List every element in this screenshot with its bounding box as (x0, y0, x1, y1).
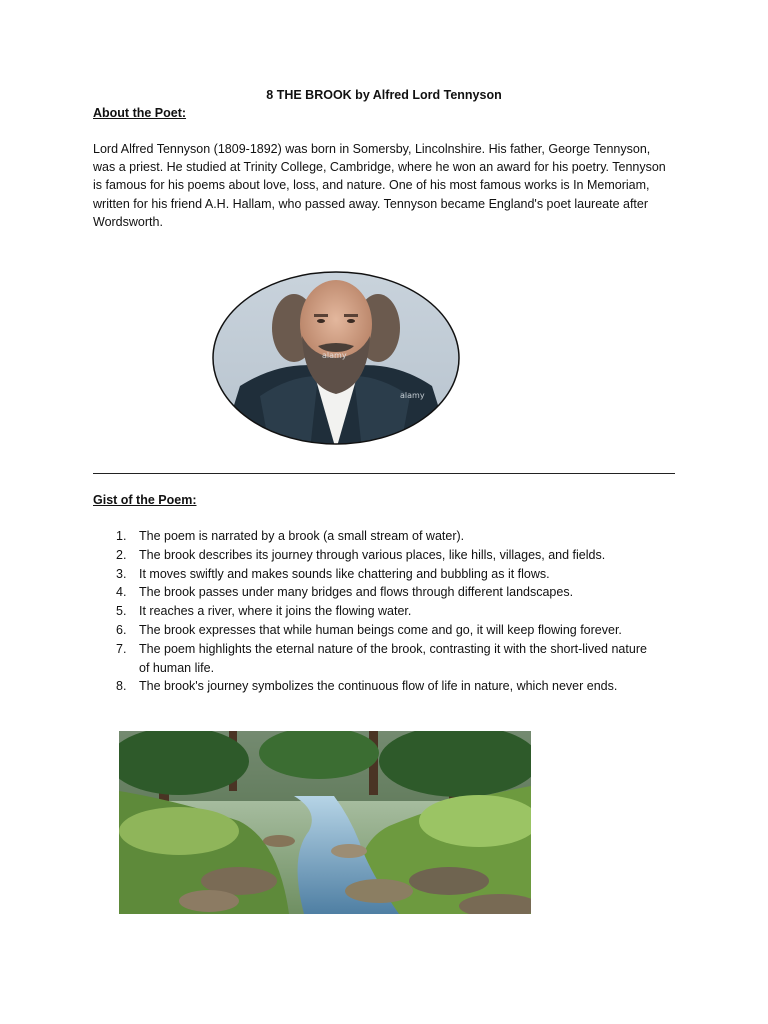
list-item-text: It moves swiftly and makes sounds like chattering and bubbling as it flows. (139, 566, 550, 581)
gist-heading: Gist of the Poem: (93, 493, 197, 507)
about-poet-heading: About the Poet: (93, 106, 187, 120)
list-item-text: The brook passes under many bridges and flows through different landscapes. (139, 585, 574, 600)
list-item (116, 677, 656, 696)
list-item-text: The brook's journey symbolizes the continuous flow of life in nature, which never ends. (139, 679, 618, 694)
list-item-text: The poem is narrated by a brook (a small stream of water). (139, 529, 465, 543)
list-item-number: 3. (116, 566, 127, 581)
list-item-number: 6. (116, 622, 127, 637)
list-item-number: 7. (116, 641, 127, 656)
list-item-text: The brook describes its journey through various places, like hills, villages, and fields. (139, 547, 606, 562)
list-item (116, 621, 656, 640)
brook-landscape-image (119, 731, 531, 914)
list-item-text: It reaches a river, where it joins the flowing water. (139, 604, 412, 619)
list-item (116, 602, 656, 621)
list-item-number: 2. (116, 547, 127, 562)
portrait-watermark: alamy (322, 351, 347, 360)
list-item-text: The brook expresses that while human beings come and go, it will keep flowing forever. (139, 622, 622, 637)
list-item (116, 546, 656, 565)
list-item (116, 640, 656, 678)
document-title: 8 THE BROOK by Alfred Lord Tennyson (266, 88, 502, 102)
about-poet-paragraph: Lord Alfred Tennyson (1809-1892) was born in Somersby, Lincolnshire. His father, George Tennyson, was a priest. He studied at Trinity College, Cambridge, where he won an award for his poetry. Tennyson is famous for his poems about love, loss, and nature. One of his most famous works is In Memoriam, written for his friend A.H. Hallam, who passed away. Tennyson became England's poet laureate after Wordsworth. (93, 142, 666, 229)
poet-portrait-image (200, 266, 470, 450)
list-item-number: 1. (116, 529, 127, 543)
list-item (116, 565, 656, 584)
section-divider (93, 473, 675, 474)
gist-list (116, 527, 656, 696)
list-item-number: 5. (116, 604, 127, 619)
list-item-text: The poem highlights the eternal nature of the brook, contrasting it with the short-lived nature of human life. (139, 641, 647, 675)
list-item-number: 8. (116, 679, 127, 694)
list-item-number: 4. (116, 585, 127, 600)
list-item (116, 583, 656, 602)
portrait-watermark-2: alamy (400, 391, 425, 400)
list-item (116, 527, 656, 546)
